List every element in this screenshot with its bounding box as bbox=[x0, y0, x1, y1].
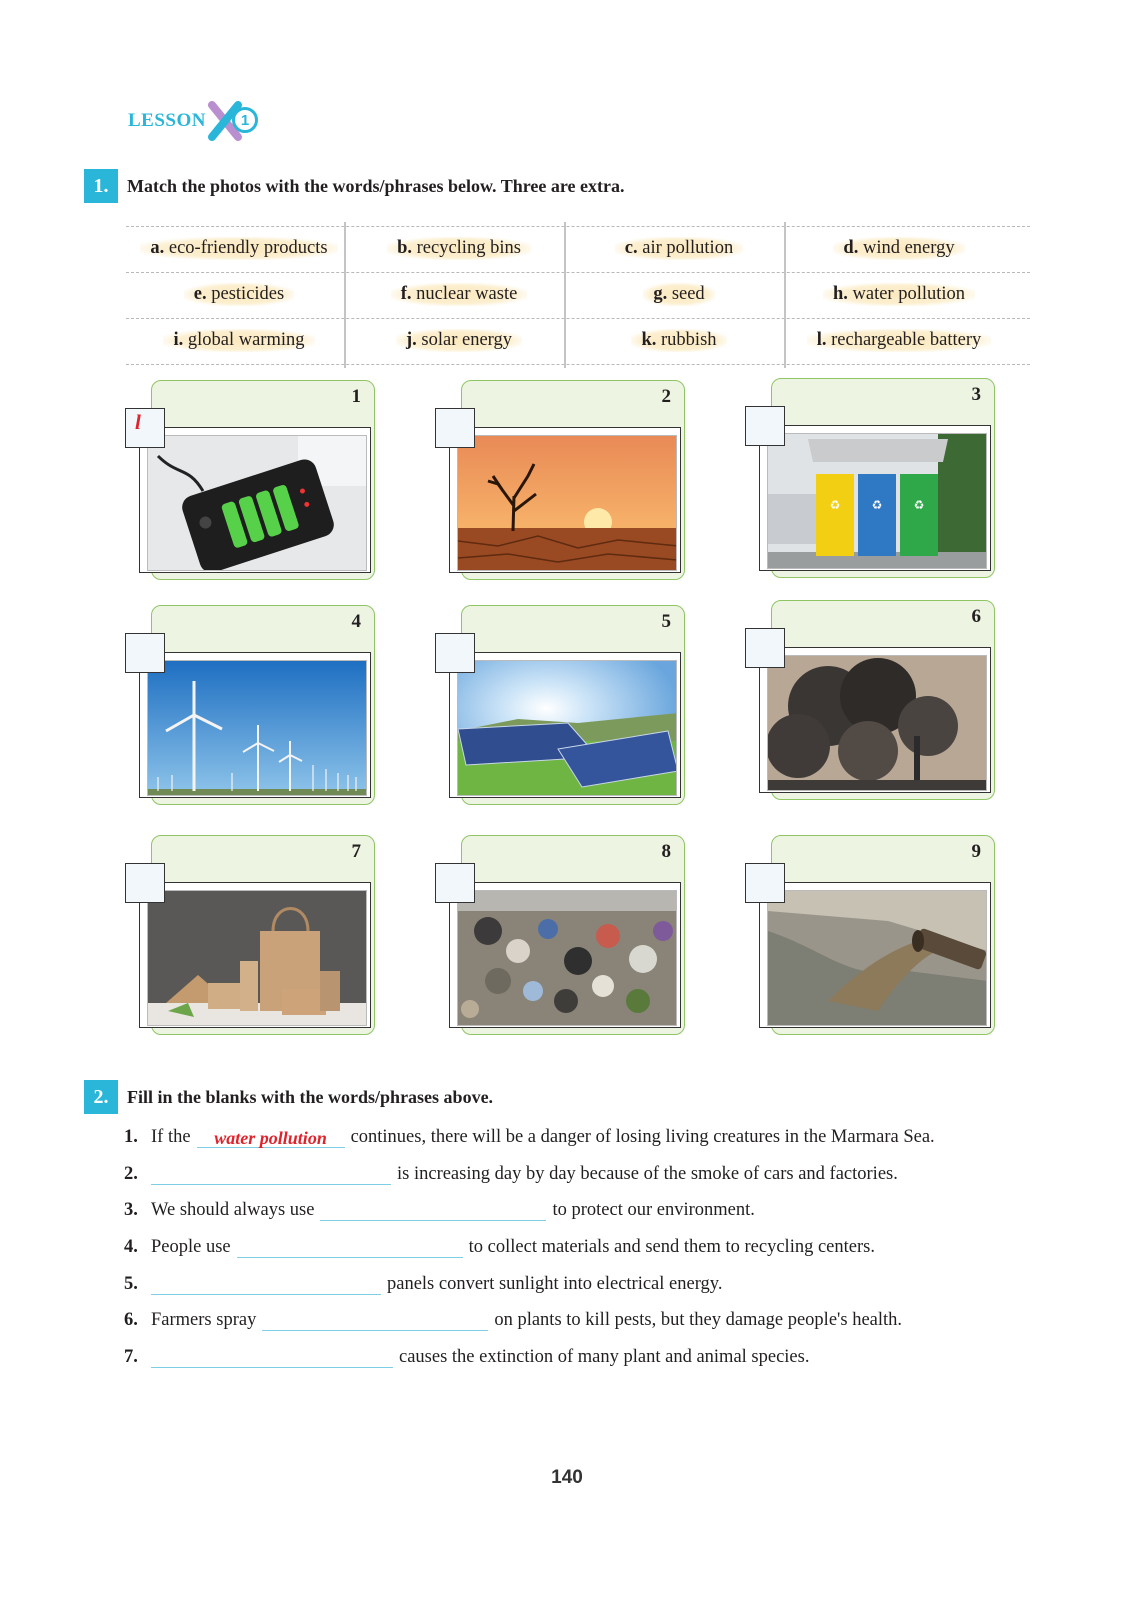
recycling-bins-photo bbox=[767, 433, 987, 569]
photo-card-7 bbox=[139, 835, 375, 1037]
photo-number: 1 bbox=[351, 386, 361, 407]
answer-box[interactable] bbox=[435, 863, 475, 903]
word-b: b. recycling bins bbox=[346, 227, 572, 269]
photo-number: 8 bbox=[661, 841, 671, 862]
word-row bbox=[126, 318, 1030, 360]
photo-card-2 bbox=[449, 380, 685, 582]
svg-text:♻: ♻ bbox=[913, 498, 925, 512]
smoke-pollution-photo bbox=[767, 655, 987, 791]
photo-number: 2 bbox=[661, 386, 671, 407]
answer-box[interactable] bbox=[435, 408, 475, 448]
sentence-5: 5. panels convert sunlight into electrical energy. bbox=[124, 1274, 723, 1294]
dry-tree-sunset-photo bbox=[457, 435, 677, 571]
lesson-label: LESSON bbox=[128, 110, 206, 131]
svg-text:♻: ♻ bbox=[829, 498, 841, 512]
word-row bbox=[126, 272, 1030, 314]
word-bank bbox=[126, 226, 1030, 364]
sentence-3: 3. We should always use to protect our environment. bbox=[124, 1200, 755, 1220]
word-d: d. wind energy bbox=[786, 227, 1012, 269]
answer-box[interactable] bbox=[435, 633, 475, 673]
photo-number: 7 bbox=[351, 841, 361, 862]
photo-card-8 bbox=[449, 835, 685, 1037]
word-i: i. global warming bbox=[126, 319, 352, 361]
table-divider bbox=[784, 222, 786, 368]
word-e: e. pesticides bbox=[126, 273, 352, 315]
word-k: k. rubbish bbox=[566, 319, 792, 361]
answer-box[interactable] bbox=[745, 863, 785, 903]
answer-blank[interactable] bbox=[237, 1238, 463, 1258]
photo-card-5 bbox=[449, 605, 685, 807]
table-divider bbox=[126, 364, 1030, 365]
paper-products-photo bbox=[147, 890, 367, 1026]
answer-blank[interactable] bbox=[320, 1201, 546, 1221]
word-a: a. eco-friendly products bbox=[126, 227, 352, 269]
exercise-2-instruction: Fill in the blanks with the words/phrases above. bbox=[127, 1086, 494, 1107]
exercise-1-instruction: Match the photos with the words/phrases below. Three are extra. bbox=[127, 175, 625, 196]
table-divider bbox=[564, 222, 566, 368]
answer-blank[interactable] bbox=[151, 1275, 381, 1295]
lesson-badge bbox=[208, 101, 260, 141]
solar-panels-photo bbox=[457, 660, 677, 796]
answer-box[interactable] bbox=[125, 633, 165, 673]
sentence-7: 7. causes the extinction of many plant and animal species. bbox=[124, 1347, 810, 1367]
word-l: l. rechargeable battery bbox=[786, 319, 1012, 361]
answer-blank[interactable] bbox=[151, 1165, 391, 1185]
photo-card-1 bbox=[135, 380, 375, 582]
word-j: j. solar energy bbox=[346, 319, 572, 361]
photo-answer: l bbox=[135, 410, 141, 434]
exercise-1-heading bbox=[84, 169, 624, 203]
photo-card-3 bbox=[759, 378, 995, 580]
battery-charger-photo bbox=[147, 435, 367, 571]
photo-number: 6 bbox=[971, 606, 981, 627]
page-number: 140 bbox=[551, 1467, 583, 1488]
photo-number: 4 bbox=[351, 611, 361, 632]
sentence-4: 4. People use to collect materials and send them to recycling centers. bbox=[124, 1237, 875, 1257]
word-h: h. water pollution bbox=[786, 273, 1012, 315]
answer-blank[interactable] bbox=[151, 1348, 393, 1368]
exercise-1-number: 1. bbox=[84, 169, 118, 203]
sentence-1: 1. If the water pollution continues, there will be a danger of losing living creatures in the Marmara Sea. bbox=[124, 1127, 935, 1148]
sentence-6: 6. Farmers spray on plants to kill pests, but they damage people's health. bbox=[124, 1310, 903, 1330]
photo-card-9 bbox=[759, 835, 995, 1037]
answer-box[interactable] bbox=[125, 863, 165, 903]
exercise-2-number: 2. bbox=[84, 1080, 118, 1114]
photo-number: 9 bbox=[971, 841, 981, 862]
rubbish-dump-photo bbox=[457, 890, 677, 1026]
photo-card-4 bbox=[139, 605, 375, 807]
photo-number: 3 bbox=[971, 384, 981, 405]
table-divider bbox=[344, 222, 346, 368]
word-c: c. air pollution bbox=[566, 227, 792, 269]
word-g: g. seed bbox=[566, 273, 792, 315]
word-row bbox=[126, 226, 1030, 268]
answer-blank[interactable] bbox=[262, 1311, 488, 1331]
answer-box[interactable] bbox=[745, 406, 785, 446]
lesson-number: 1 bbox=[232, 107, 258, 133]
word-f: f. nuclear waste bbox=[346, 273, 572, 315]
sewage-pipe-photo bbox=[767, 890, 987, 1026]
wind-turbines-photo bbox=[147, 660, 367, 796]
sentence-2: 2. is increasing day by day because of the smoke of cars and factories. bbox=[124, 1164, 898, 1184]
svg-text:♻: ♻ bbox=[871, 498, 883, 512]
answer-box[interactable] bbox=[745, 628, 785, 668]
answer-blank[interactable]: water pollution bbox=[197, 1128, 345, 1148]
exercise-2-heading bbox=[84, 1080, 493, 1114]
answer-box[interactable] bbox=[125, 408, 165, 448]
lesson-header bbox=[128, 104, 260, 138]
photo-card-6 bbox=[759, 600, 995, 802]
photo-number: 5 bbox=[661, 611, 671, 632]
